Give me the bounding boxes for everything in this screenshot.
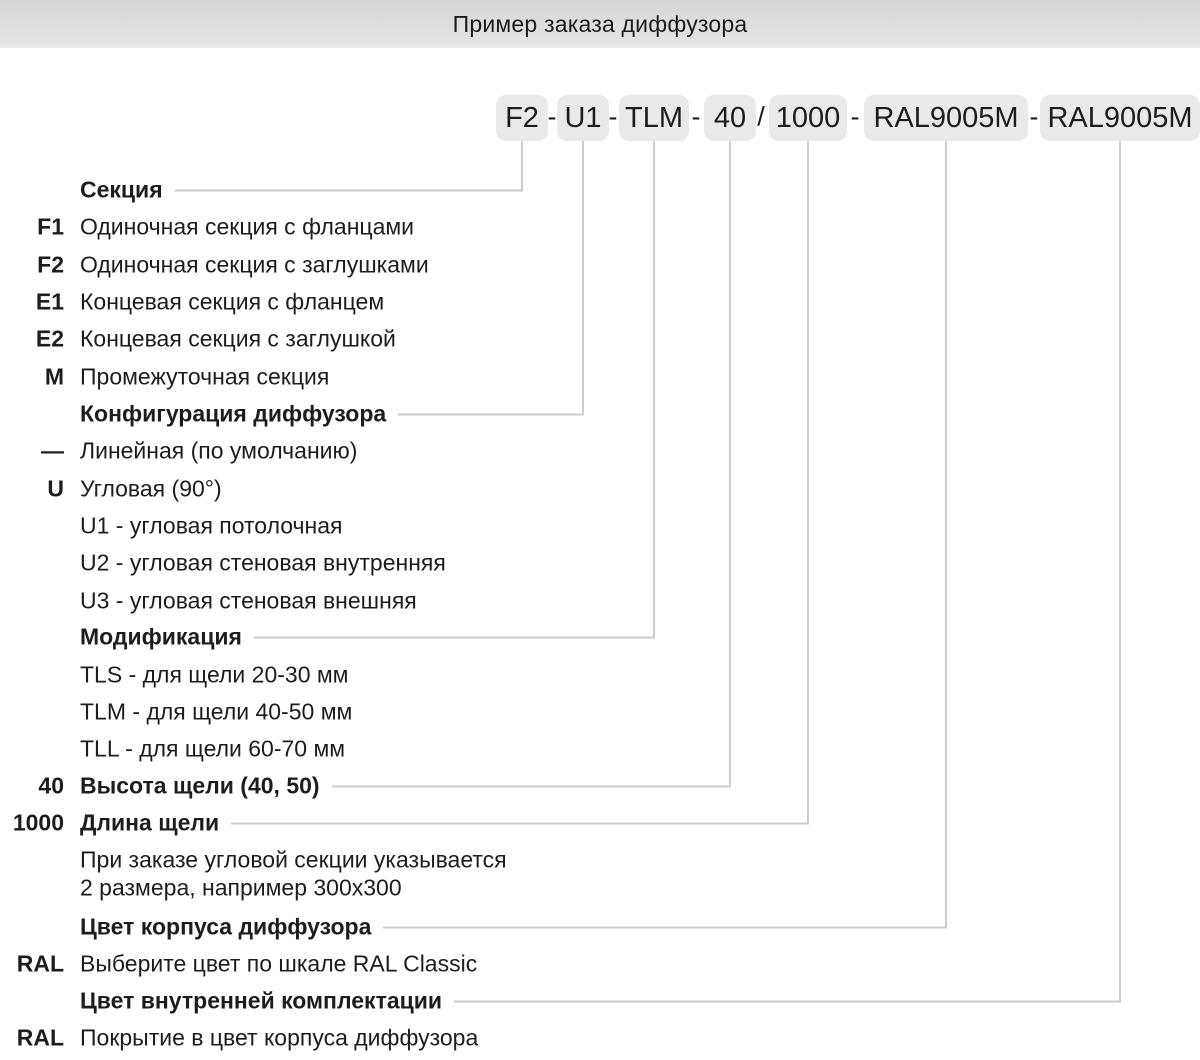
connector-vline-body-color bbox=[945, 141, 947, 928]
note-text: 2 размера, например 300x300 bbox=[80, 874, 402, 901]
option-row-m bbox=[0, 364, 329, 391]
option-label: Промежуточная секция bbox=[80, 363, 330, 390]
option-label: Линейная (по умолчанию) bbox=[80, 437, 358, 464]
option-code: RAL bbox=[16, 1024, 64, 1051]
code-box-section: F2 bbox=[496, 95, 548, 141]
option-label: TLS - для щели 20-30 мм bbox=[80, 661, 349, 688]
option-row-ral-inner bbox=[0, 1025, 478, 1052]
connector-hline-section bbox=[175, 189, 523, 191]
code-separator: / bbox=[757, 101, 765, 132]
note-line-1 bbox=[0, 847, 507, 874]
note-line-2 bbox=[0, 875, 402, 902]
connector-hline-body-color bbox=[383, 926, 947, 928]
option-label: Концевая секция с заглушкой bbox=[80, 325, 396, 352]
option-row-ral-body bbox=[0, 951, 477, 978]
connector-vline-configuration bbox=[582, 141, 584, 415]
code-box-slot-length: 1000 bbox=[769, 95, 847, 141]
header-bar bbox=[0, 0, 1200, 48]
option-label: Покрытие в цвет корпуса диффузора bbox=[80, 1024, 479, 1051]
code-box-body-color: RAL9005M bbox=[864, 95, 1028, 141]
option-code: RAL bbox=[16, 950, 64, 977]
option-row-f1 bbox=[0, 214, 414, 241]
group-title-modification: Модификация bbox=[80, 623, 242, 650]
group-row-body-color bbox=[0, 914, 947, 941]
option-row-u2 bbox=[0, 550, 446, 577]
group-row-section bbox=[0, 177, 523, 204]
group-title-slot-height: Высота щели (40, 50) bbox=[80, 772, 320, 799]
option-label: TLM - для щели 40-50 мм bbox=[80, 698, 353, 725]
option-code: F2 bbox=[37, 251, 64, 278]
option-row-e2 bbox=[0, 326, 396, 353]
option-code: — bbox=[41, 437, 64, 464]
option-label: U2 - угловая стеновая внутренняя bbox=[80, 549, 446, 576]
option-row-u3 bbox=[0, 588, 417, 615]
code-separator: - bbox=[850, 101, 860, 132]
option-row-f2 bbox=[0, 252, 429, 279]
option-code: M bbox=[44, 363, 64, 390]
group-row-inner-color bbox=[0, 988, 1121, 1015]
option-label: U1 - угловая потолочная bbox=[80, 512, 343, 539]
option-row-e1 bbox=[0, 289, 384, 316]
group-title-body-color: Цвет корпуса диффузора bbox=[80, 913, 372, 940]
option-label: TLL - для щели 60-70 мм bbox=[80, 735, 346, 762]
group-row-slot-height bbox=[0, 773, 731, 800]
option-label: Одиночная секция с фланцами bbox=[80, 213, 415, 240]
group-title-configuration: Конфигурация диффузора bbox=[80, 400, 387, 427]
option-row-tll bbox=[0, 736, 345, 763]
group-row-configuration bbox=[0, 401, 584, 428]
code-box-inner-color: RAL9005M bbox=[1040, 95, 1200, 141]
slot-height-code: 40 bbox=[38, 772, 64, 799]
option-label: Угловая (90°) bbox=[80, 475, 222, 502]
option-label: U3 - угловая стеновая внешняя bbox=[80, 587, 417, 614]
connector-vline-modification bbox=[653, 141, 655, 638]
group-title-section: Секция bbox=[80, 176, 163, 203]
option-row-u1 bbox=[0, 513, 343, 540]
connector-vline-slot-length bbox=[807, 141, 809, 824]
option-label: Одиночная секция с заглушками bbox=[80, 251, 429, 278]
code-box-modification: TLM bbox=[619, 95, 689, 141]
connector-hline-slot-height bbox=[332, 785, 731, 787]
code-separator: - bbox=[691, 101, 701, 132]
note-text: При заказе угловой секции указывается bbox=[80, 846, 507, 873]
option-code: F1 bbox=[37, 213, 64, 240]
code-separator: - bbox=[547, 101, 557, 132]
connector-vline-inner-color bbox=[1119, 141, 1121, 1002]
group-title-inner-color: Цвет внутренней комплектации bbox=[80, 987, 443, 1014]
option-code: U bbox=[47, 475, 64, 502]
connector-vline-slot-height bbox=[729, 141, 731, 787]
option-code: E2 bbox=[35, 325, 64, 352]
option-code: E1 bbox=[35, 288, 64, 315]
connector-hline-configuration bbox=[398, 413, 584, 415]
code-box-configuration: U1 bbox=[557, 95, 609, 141]
option-label: Выберите цвет по шкале RAL Classic bbox=[80, 950, 478, 977]
option-label: Концевая секция с фланцем bbox=[80, 288, 385, 315]
group-row-modification bbox=[0, 624, 655, 651]
page-title: Пример заказа диффузора bbox=[452, 10, 748, 37]
code-box-slot-height: 40 bbox=[704, 95, 756, 141]
connector-hline-modification bbox=[254, 636, 655, 638]
slot-length-code: 1000 bbox=[12, 809, 64, 836]
option-row-u bbox=[0, 476, 222, 503]
group-title-slot-length: Длина щели bbox=[80, 809, 220, 836]
connector-hline-slot-length bbox=[231, 822, 809, 824]
option-row-tls bbox=[0, 662, 349, 689]
code-separator: - bbox=[1029, 101, 1039, 132]
option-row-tlm bbox=[0, 699, 352, 726]
connector-hline-inner-color bbox=[454, 1000, 1121, 1002]
code-separator: - bbox=[608, 101, 618, 132]
option-row-linear bbox=[0, 438, 357, 465]
group-row-slot-length bbox=[0, 810, 809, 837]
